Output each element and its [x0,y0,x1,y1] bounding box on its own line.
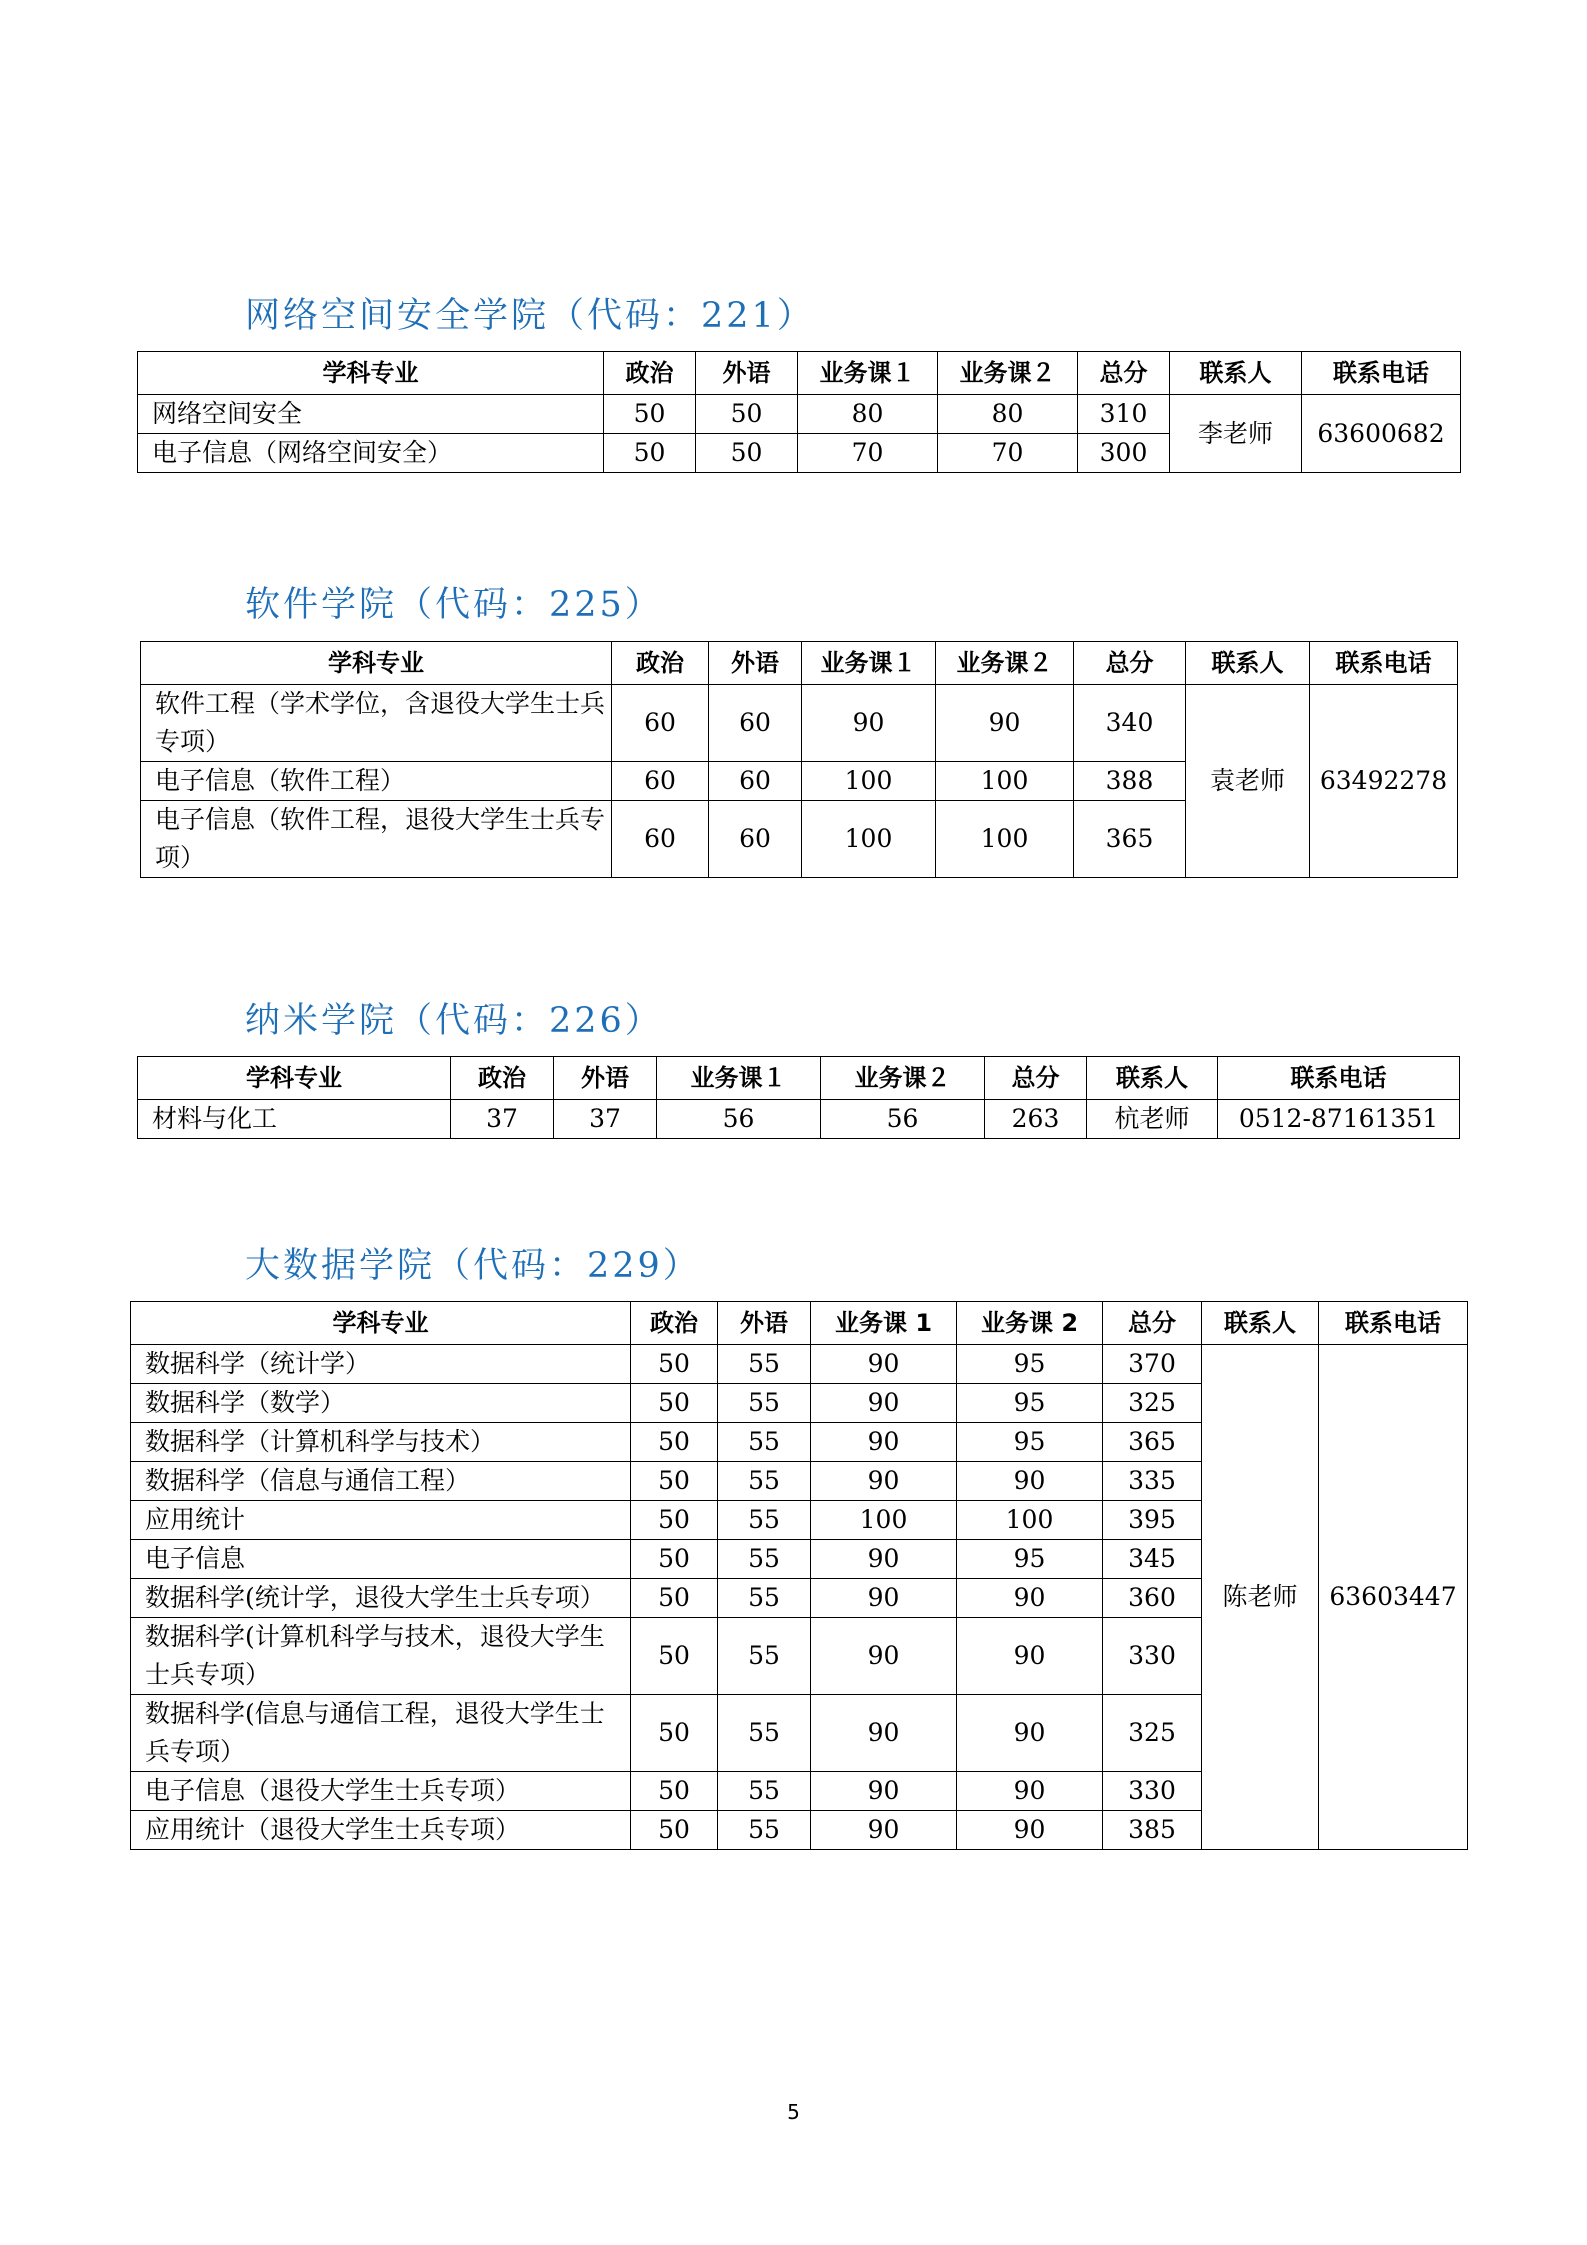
cell-major: 应用统计 [131,1501,631,1540]
cell-politics: 60 [612,685,709,762]
cell-politics: 50 [631,1540,718,1579]
header-phone: 联系电话 [1310,642,1458,685]
header-course2: 业务课２ [821,1057,985,1100]
cell-course1: 90 [811,1811,957,1850]
cell-politics: 50 [604,434,696,473]
table-row [131,1345,1468,1384]
score-table-226 [137,1056,1460,1139]
cell-course2: 90 [957,1618,1103,1695]
score-table-225 [140,641,1458,878]
cell-language: 55 [718,1540,811,1579]
header-contact: 联系人 [1202,1302,1319,1345]
cell-politics: 50 [631,1501,718,1540]
cell-course2: 95 [957,1345,1103,1384]
cell-politics: 50 [631,1811,718,1850]
cell-total: 388 [1074,762,1186,801]
cell-major: 数据科学(信息与通信工程，退役大学生士兵专项） [131,1695,631,1772]
cell-language: 37 [554,1100,657,1139]
cell-contact: 陈老师 [1202,1345,1319,1850]
cell-politics: 50 [631,1384,718,1423]
header-course1: 业务课１ [802,642,936,685]
header-row [131,1302,1468,1345]
cell-course1: 90 [811,1423,957,1462]
cell-course1: 90 [811,1345,957,1384]
cell-total: 385 [1103,1811,1202,1850]
cell-language: 55 [718,1618,811,1695]
cell-course2: 90 [957,1579,1103,1618]
header-course1: 业务课１ [657,1057,821,1100]
header-politics: 政治 [604,352,696,395]
header-major: 学科专业 [141,642,612,685]
header-total: 总分 [1078,352,1170,395]
cell-course2: 90 [957,1695,1103,1772]
cell-major: 电子信息（软件工程） [141,762,612,801]
cell-total: 310 [1078,395,1170,434]
cell-total: 263 [985,1100,1087,1139]
cell-major: 软件工程（学术学位，含退役大学生士兵专项） [141,685,612,762]
cell-total: 345 [1103,1540,1202,1579]
cell-course1: 56 [657,1100,821,1139]
cell-language: 50 [696,395,798,434]
header-politics: 政治 [612,642,709,685]
cell-major: 数据科学（数学） [131,1384,631,1423]
cell-major: 电子信息（网络空间安全） [138,434,604,473]
cell-total: 360 [1103,1579,1202,1618]
cell-course1: 90 [802,685,936,762]
cell-language: 60 [709,801,802,878]
cell-language: 60 [709,685,802,762]
header-total: 总分 [1074,642,1186,685]
header-course2: 业务课２ [938,352,1078,395]
header-course1: 业务课１ [798,352,938,395]
cell-phone: 0512-87161351 [1218,1100,1460,1139]
cell-total: 395 [1103,1501,1202,1540]
cell-major: 应用统计（退役大学生士兵专项） [131,1811,631,1850]
header-contact: 联系人 [1170,352,1302,395]
header-major: 学科专业 [138,352,604,395]
cell-major: 数据科学（信息与通信工程） [131,1462,631,1501]
cell-phone: 63600682 [1302,395,1461,473]
cell-politics: 50 [604,395,696,434]
header-phone: 联系电话 [1218,1057,1460,1100]
cell-language: 55 [718,1462,811,1501]
cell-language: 55 [718,1811,811,1850]
section-title-226: 纳米学院（代码：226） [245,1001,663,1041]
cell-politics: 50 [631,1345,718,1384]
header-language: 外语 [696,352,798,395]
header-contact: 联系人 [1087,1057,1218,1100]
cell-major: 电子信息（退役大学生士兵专项） [131,1772,631,1811]
cell-contact: 李老师 [1170,395,1302,473]
cell-course1: 100 [802,801,936,878]
cell-language: 50 [696,434,798,473]
header-language: 外语 [709,642,802,685]
cell-course2: 90 [957,1811,1103,1850]
cell-course1: 90 [811,1579,957,1618]
cell-major: 网络空间安全 [138,395,604,434]
cell-phone: 63603447 [1319,1345,1468,1850]
score-table-229 [130,1301,1468,1850]
cell-phone: 63492278 [1310,685,1458,878]
cell-total: 325 [1103,1384,1202,1423]
cell-major: 数据科学(计算机科学与技术，退役大学生士兵专项） [131,1618,631,1695]
header-politics: 政治 [451,1057,554,1100]
header-language: 外语 [554,1057,657,1100]
cell-total: 330 [1103,1772,1202,1811]
cell-major: 电子信息（软件工程，退役大学生士兵专项） [141,801,612,878]
cell-total: 325 [1103,1695,1202,1772]
cell-major: 材料与化工 [138,1100,451,1139]
cell-politics: 50 [631,1579,718,1618]
cell-total: 300 [1078,434,1170,473]
cell-politics: 50 [631,1423,718,1462]
section-title-225: 软件学院（代码：225） [245,585,663,625]
score-table-221 [137,351,1461,473]
cell-language: 55 [718,1423,811,1462]
cell-politics: 50 [631,1695,718,1772]
cell-course2: 95 [957,1384,1103,1423]
header-major: 学科专业 [131,1302,631,1345]
cell-language: 55 [718,1772,811,1811]
header-total: 总分 [985,1057,1087,1100]
header-language: 外语 [718,1302,811,1345]
cell-language: 55 [718,1501,811,1540]
cell-course1: 90 [811,1540,957,1579]
cell-course2: 100 [957,1501,1103,1540]
header-course2: 业务课２ [936,642,1074,685]
cell-contact: 袁老师 [1186,685,1310,878]
cell-course1: 90 [811,1695,957,1772]
cell-course1: 100 [811,1501,957,1540]
cell-politics: 60 [612,801,709,878]
header-phone: 联系电话 [1319,1302,1468,1345]
cell-total: 365 [1074,801,1186,878]
cell-total: 340 [1074,685,1186,762]
cell-course1: 70 [798,434,938,473]
cell-course1: 90 [811,1384,957,1423]
cell-course2: 90 [957,1462,1103,1501]
cell-course1: 90 [811,1618,957,1695]
cell-course2: 95 [957,1423,1103,1462]
cell-course2: 95 [957,1540,1103,1579]
header-row [141,642,1458,685]
cell-major: 数据科学(统计学，退役大学生士兵专项） [131,1579,631,1618]
cell-politics: 50 [631,1618,718,1695]
header-total: 总分 [1103,1302,1202,1345]
cell-course1: 90 [811,1772,957,1811]
cell-total: 330 [1103,1618,1202,1695]
header-contact: 联系人 [1186,642,1310,685]
cell-course2: 100 [936,762,1074,801]
cell-course2: 80 [938,395,1078,434]
cell-course1: 80 [798,395,938,434]
table-row [141,685,1458,762]
header-major: 学科专业 [138,1057,451,1100]
header-row [138,352,1461,395]
cell-politics: 50 [631,1462,718,1501]
section-title-221: 网络空间安全学院（代码：221） [245,296,815,336]
header-politics: 政治 [631,1302,718,1345]
table-row [138,395,1461,434]
cell-course1: 100 [802,762,936,801]
cell-language: 55 [718,1579,811,1618]
cell-total: 370 [1103,1345,1202,1384]
cell-major: 电子信息 [131,1540,631,1579]
cell-politics: 50 [631,1772,718,1811]
section-title-229: 大数据学院（代码：229） [245,1246,701,1286]
cell-politics: 37 [451,1100,554,1139]
cell-total: 335 [1103,1462,1202,1501]
page-number: 5 [787,2100,800,2124]
table-row [138,1100,1460,1139]
cell-language: 55 [718,1695,811,1772]
header-course1: 业务课 1 [811,1302,957,1345]
cell-course2: 90 [957,1772,1103,1811]
cell-major: 数据科学（统计学） [131,1345,631,1384]
cell-language: 55 [718,1345,811,1384]
cell-course1: 90 [811,1462,957,1501]
header-phone: 联系电话 [1302,352,1461,395]
header-row [138,1057,1460,1100]
cell-course2: 100 [936,801,1074,878]
cell-contact: 杭老师 [1087,1100,1218,1139]
cell-major: 数据科学（计算机科学与技术） [131,1423,631,1462]
cell-course2: 56 [821,1100,985,1139]
cell-politics: 60 [612,762,709,801]
cell-course2: 90 [936,685,1074,762]
header-course2: 业务课 2 [957,1302,1103,1345]
cell-total: 365 [1103,1423,1202,1462]
cell-course2: 70 [938,434,1078,473]
cell-language: 55 [718,1384,811,1423]
cell-language: 60 [709,762,802,801]
